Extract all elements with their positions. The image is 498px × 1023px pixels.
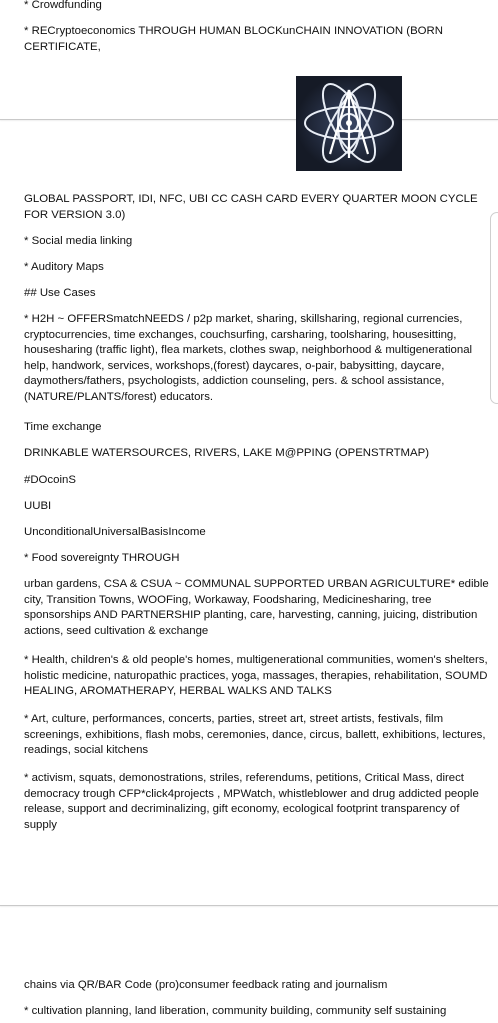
paragraph-health: * Health, children's & old people's homes, multigenerational communities, women's shelters, holistic medicine, naturopathic practices, yoga, massages, therapies, rehabilitation, SOUMD HEALING, AROMATHERAPY, HERBAL WALKS AND TALKS [24, 654, 488, 698]
paragraph-docoins: #DOcoinS [24, 474, 76, 486]
paragraph-uubi: UUBI [24, 500, 52, 512]
paragraph-urban-gardens: urban gardens, CSA & CSUA ~ COMMUNAL SUPPORTED URBAN AGRICULTURE* edible city, Transition Towns, WOOFing, Workaway, Foodsharing, Medicinesharing, tree sponsorships AND PARTNERSHIP planting, care, harvesting, canning, juicing, distribution actions, seed cultivation & exchange [24, 578, 489, 637]
document-page-1 [0, 0, 498, 120]
paragraph-global-passport: GLOBAL PASSPORT, IDI, NFC, UBI CC CASH CARD EVERY QUARTER MOON CYCLE FOR VERSION 3.0) [24, 193, 478, 221]
paragraph-basis-income: UnconditionalUniversalBasisIncome [24, 526, 206, 538]
list-item-social-media: * Social media linking [24, 235, 133, 247]
document-page-2 [0, 120, 498, 905]
paragraph-activism: * activism, squats, demonostrations, striles, referendums, petitions, Critical Mass, direct democracy trough CFP*click4projects , MPWatch, whistleblower and drug addicted people release, support and decriminalizing, gift economy, ecological footprint transparency of supply [24, 772, 479, 831]
list-item-crowdfunding: * Crowdfunding [24, 0, 102, 11]
list-item-auditory-maps: * Auditory Maps [24, 261, 104, 273]
list-item-recryptoeconomics: * RECryptoeconomics THROUGH HUMAN BLOCKunCHAIN INNOVATION (BORN CERTIFICATE, [24, 25, 443, 53]
paragraph-supply-chains: chains via QR/BAR Code (pro)consumer feedback rating and journalism [24, 979, 388, 991]
scrollbar-handle[interactable] [490, 212, 498, 404]
heading-use-cases: ## Use Cases [24, 287, 96, 299]
paragraph-art-culture: * Art, culture, performances, concerts, parties, street art, street artists, festivals, film screenings, exhibitions, flash mobs, ceremonies, dance, circus, ballett, exhibitions, lectures, readings, social kitchens [24, 713, 486, 757]
list-item-food-sovereignty: * Food sovereignty THROUGH [24, 552, 180, 564]
document-page-3 [0, 906, 498, 1023]
paragraph-h2h: * H2H ~ OFFERSmatchNEEDS / p2p market, sharing, skillsharing, regional currencies, cryptocurrencies, time exchanges, couchsurfing, carsharing, toolsharing, housesitting, housesharing (traffic light), flea markets, clothes swap, neighborhood & multigenerational help, handwork, services, workshops,(forest) daycares, o-pair, babysitting, daycare, daymothers/fathers, psychologists, addiction counseling, pers. & school assistance, (NATURE/PLANTS/forest) educators. [24, 313, 473, 403]
paragraph-time-exchange: Time exchange [24, 421, 102, 433]
list-item-cultivation-planning: * cultivation planning, land liberation, community building, community self sustaining [24, 1005, 447, 1017]
paragraph-drinkable-water: DRINKABLE WATERSOURCES, RIVERS, LAKE M@PPING (OPENSTRTMAP) [24, 447, 430, 459]
